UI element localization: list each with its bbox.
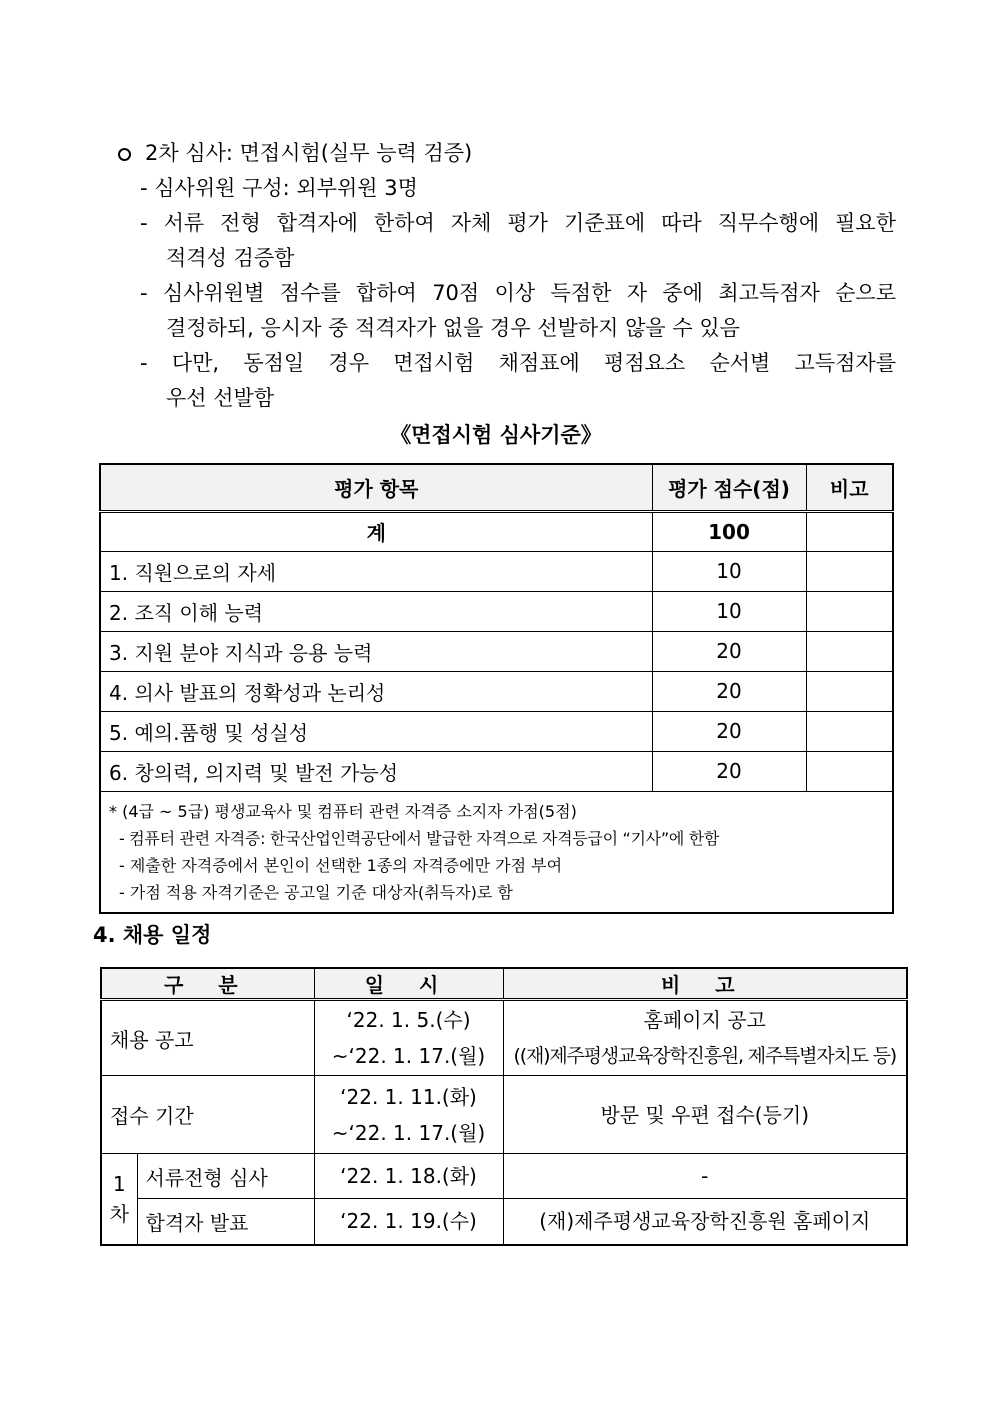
item-cell: 5. 예의.품행 및 성실성 xyxy=(100,711,652,751)
remark-cell xyxy=(806,551,893,591)
schedule-title: 4. 채용 일정 xyxy=(93,923,212,947)
header-cell: 평가 점수(점) xyxy=(652,464,806,511)
circle-bullet-icon xyxy=(118,148,131,161)
table-header-row xyxy=(100,464,893,511)
text-line: - 심사위원별 점수를 합하여 70점 이상 득점한 자 중에 최고득점자 순으로 xyxy=(140,281,896,305)
note-line: ((재)제주평생교육장학진흥원, 제주특별자치도 등) xyxy=(513,1045,896,1067)
remark-cell xyxy=(806,751,893,791)
table-row xyxy=(101,1076,907,1154)
date-cell xyxy=(314,1000,503,1076)
score-cell: 20 xyxy=(652,711,806,751)
table-row xyxy=(100,711,893,751)
note-line: 홈페이지 공고 xyxy=(643,1008,766,1032)
note-line: - 가점 적용 자격기준은 공고일 기준 대상자(취득자)로 함 xyxy=(119,882,513,902)
item-cell: 1. 직원으로의 자세 xyxy=(100,551,652,591)
item-cell: 2. 조직 이해 능력 xyxy=(100,591,652,631)
score-cell: 20 xyxy=(652,671,806,711)
label-cell: 채용 공고 xyxy=(101,1000,314,1076)
date-start: ‘22. 1. 11.(화) xyxy=(340,1084,477,1109)
table-row xyxy=(101,1000,907,1076)
table-row xyxy=(100,591,893,631)
note-line: - 제출한 자격증에서 본인이 선택한 1종의 자격증에만 가점 부여 xyxy=(119,855,563,875)
item-cell: 3. 지원 분야 지식과 응용 능력 xyxy=(100,631,652,671)
label-cell: 서류전형 심사 xyxy=(137,1154,314,1199)
date-cell: ‘22. 1. 19.(수) xyxy=(314,1199,503,1245)
item-cell: 4. 의사 발표의 정확성과 논리성 xyxy=(100,671,652,711)
score-cell: 20 xyxy=(652,751,806,791)
date-start: ‘22. 1. 5.(수) xyxy=(346,1008,471,1032)
table-row xyxy=(100,631,893,671)
table-row xyxy=(100,751,893,791)
label-cell: 접수 기간 xyxy=(101,1076,314,1154)
header-cell: 평가 항목 xyxy=(100,464,652,511)
total-score: 100 xyxy=(652,511,806,551)
section-title: 2차 심사: 면접시험(실무 능력 검증) xyxy=(118,136,472,171)
score-cell: 10 xyxy=(652,591,806,631)
table-row xyxy=(100,511,893,551)
item-cell: 6. 창의력, 의지력 및 발전 가능성 xyxy=(100,751,652,791)
remark-cell xyxy=(806,671,893,711)
label-cell: 합격자 발표 xyxy=(137,1199,314,1245)
table-row xyxy=(101,1154,907,1199)
score-cell: 10 xyxy=(652,551,806,591)
date-cell xyxy=(314,1076,503,1154)
note-line: - 컴퓨터 관련 자격증: 한국산업인력공단에서 발급한 자격으로 자격등급이 “기사”에 한함 xyxy=(119,828,720,848)
header-cell: 비고 xyxy=(806,464,893,511)
notes-cell xyxy=(100,791,893,913)
text-line: - 심사위원 구성: 외부위원 3명 xyxy=(140,176,418,200)
note-cell: - xyxy=(503,1154,907,1199)
stage-label-cell xyxy=(101,1154,137,1245)
table-header-row xyxy=(101,968,907,1000)
criteria-table xyxy=(99,463,894,914)
text-line: 결정하되, 응시자 중 적격자가 없을 경우 선발하지 않을 수 있음 xyxy=(166,316,740,340)
header-cell: 일 시 xyxy=(314,968,503,1000)
header-cell: 구 분 xyxy=(101,968,314,1000)
remark-cell xyxy=(806,591,893,631)
text-line: - 서류 전형 합격자에 한하여 자체 평가 기준표에 따라 직무수행에 필요한 xyxy=(140,211,896,235)
note-cell: 방문 및 우편 접수(등기) xyxy=(503,1076,907,1154)
text-line: 적격성 검증함 xyxy=(166,246,295,270)
notes-row xyxy=(100,791,893,913)
stage-label: 차 xyxy=(109,1201,129,1226)
text-line: 우선 선발함 xyxy=(166,386,275,410)
date-end: ~‘22. 1. 17.(월) xyxy=(331,1120,486,1145)
note-cell xyxy=(503,1000,907,1076)
criteria-title: 《면접시험 심사기준》 xyxy=(390,423,602,447)
table-row xyxy=(100,551,893,591)
date-end: ~‘22. 1. 17.(월) xyxy=(331,1044,486,1068)
remark-cell xyxy=(806,631,893,671)
table-row xyxy=(100,671,893,711)
remark-cell xyxy=(806,511,893,551)
date-cell: ‘22. 1. 18.(화) xyxy=(314,1154,503,1199)
text-line: - 다만, 동점일 경우 면접시험 채점표에 평점요소 순서별 고득점자를 xyxy=(140,351,896,375)
total-label: 계 xyxy=(100,511,652,551)
score-cell: 20 xyxy=(652,631,806,671)
note-line: * (4급 ~ 5급) 평생교육사 및 컴퓨터 관련 자격증 소지자 가점(5점) xyxy=(109,801,577,821)
note-cell: (재)제주평생교육장학진흥원 홈페이지 xyxy=(503,1199,907,1245)
table-row xyxy=(101,1199,907,1245)
remark-cell xyxy=(806,711,893,751)
stage-label: 1 xyxy=(112,1171,126,1196)
schedule-table xyxy=(100,967,908,1246)
header-cell: 비 고 xyxy=(503,968,907,1000)
